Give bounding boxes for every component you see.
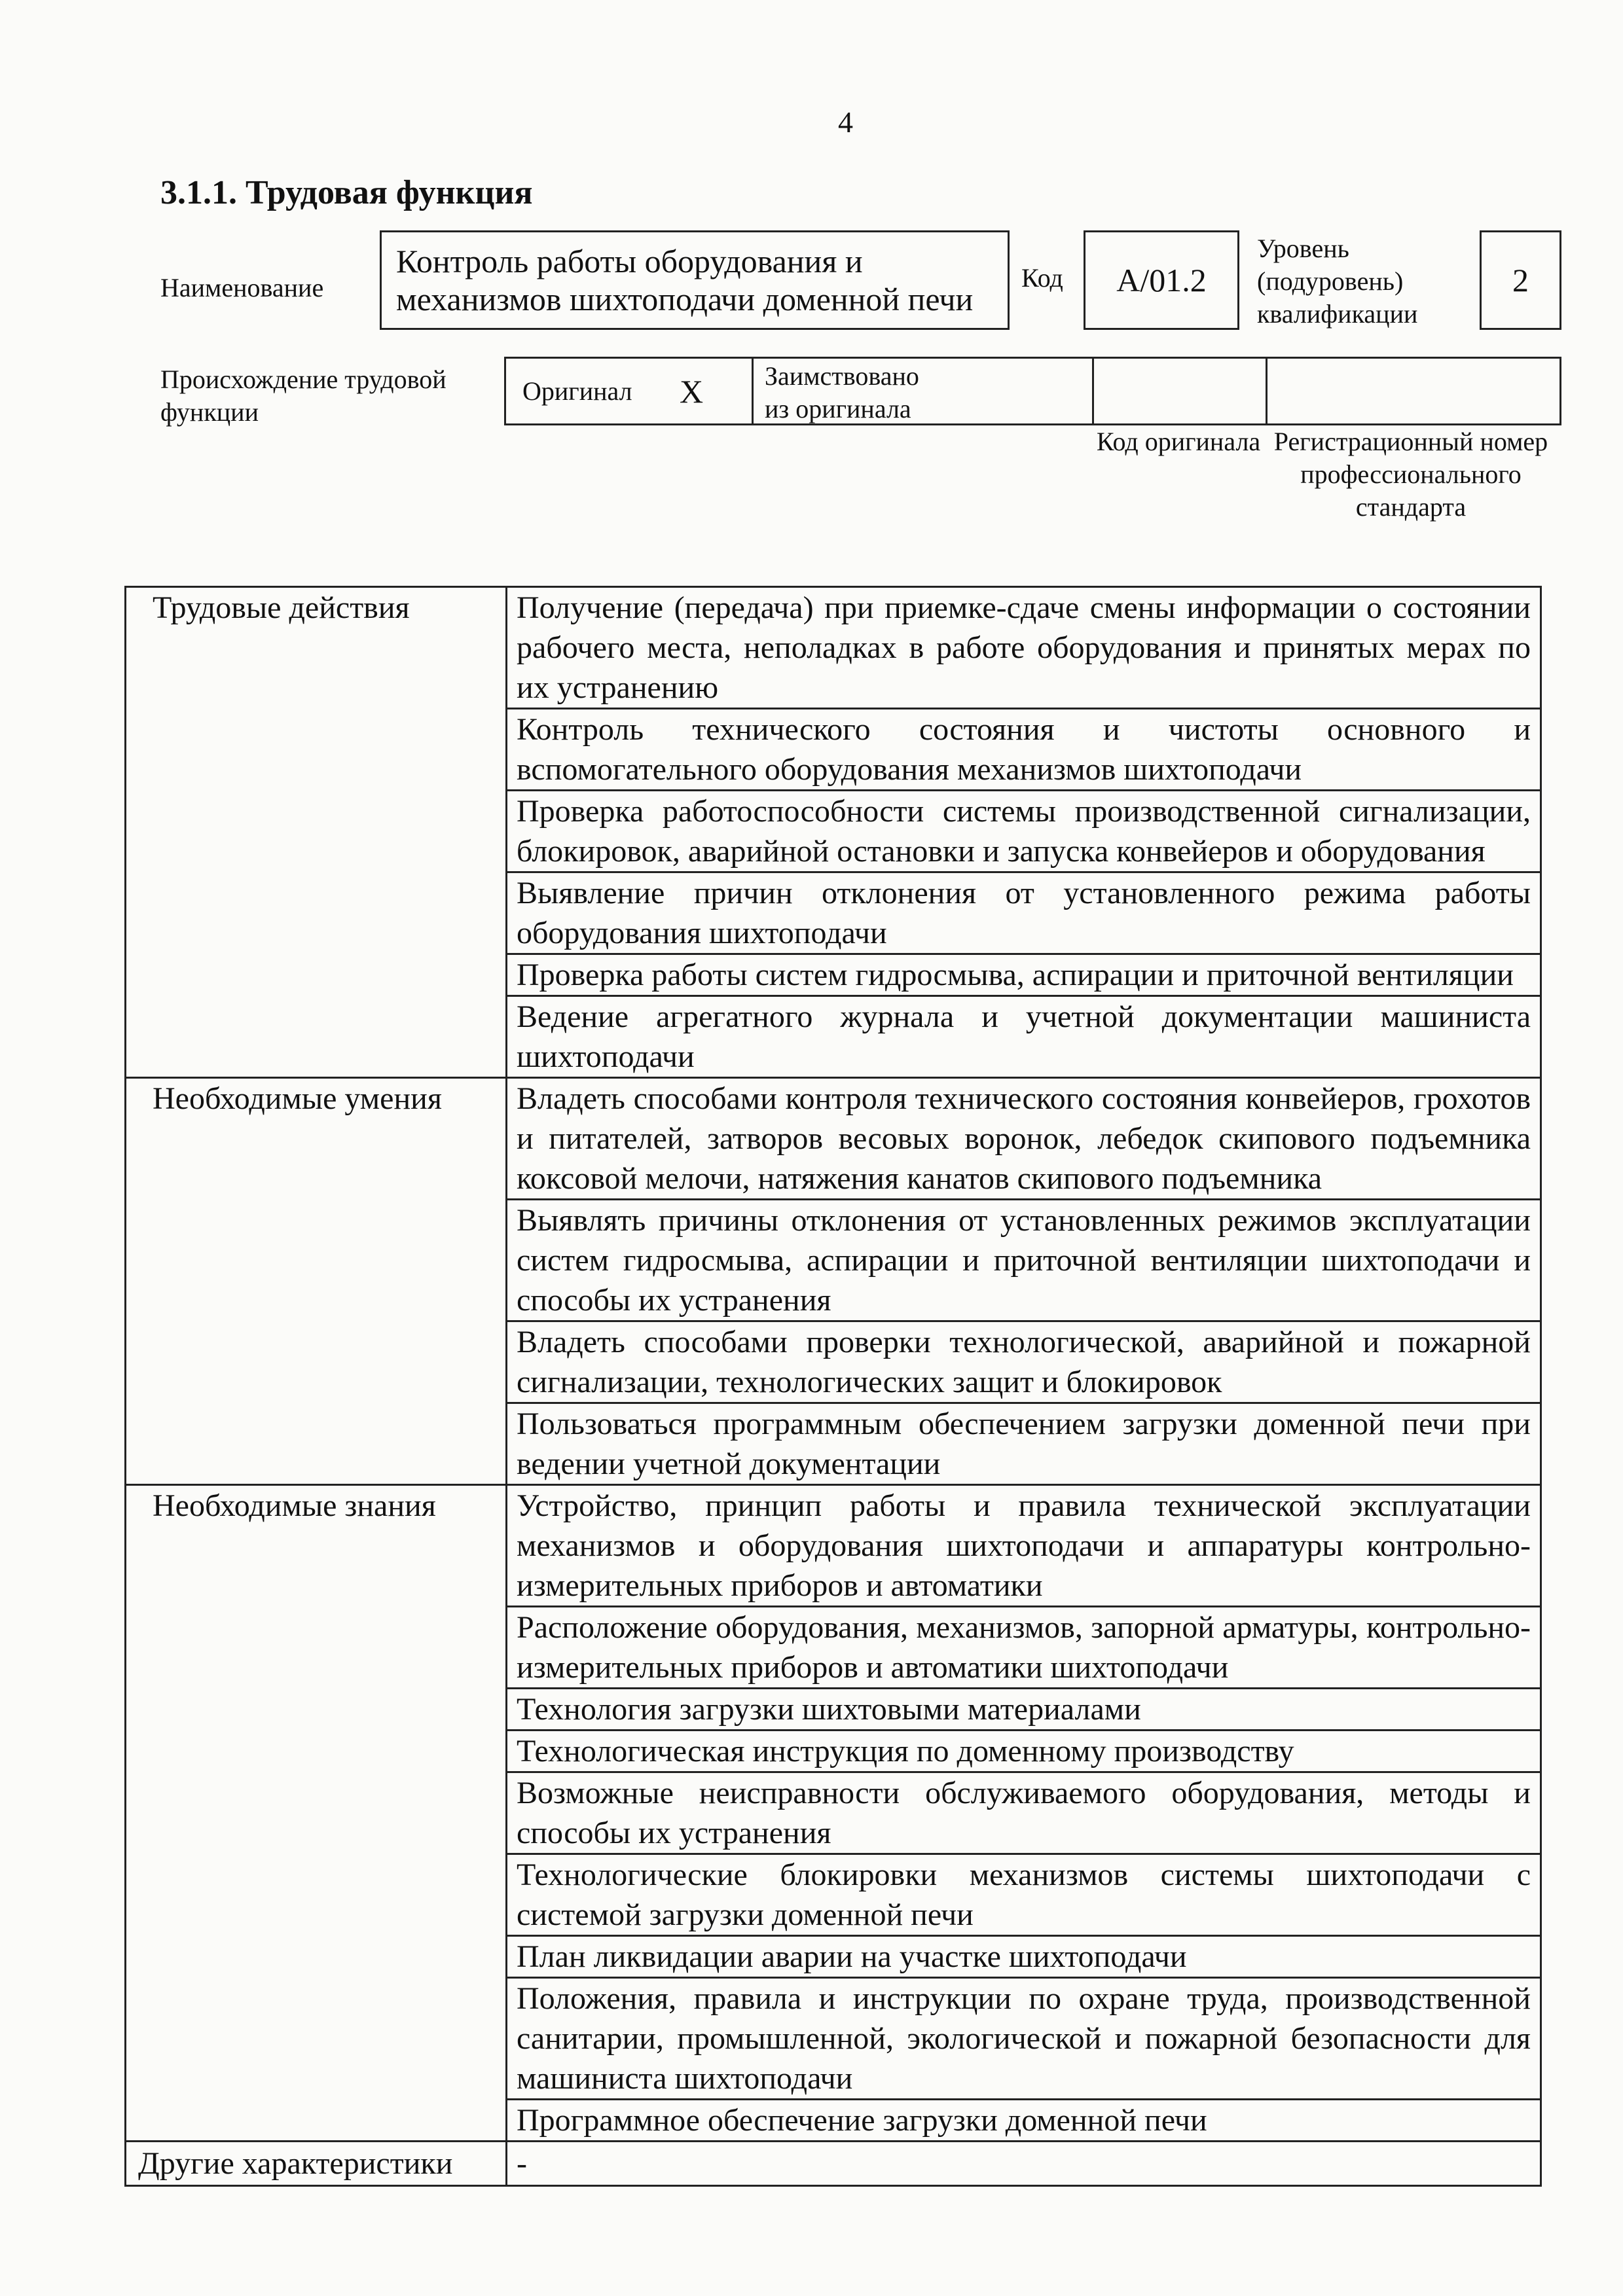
other-value: - xyxy=(507,2142,1541,2186)
original-mark: X xyxy=(680,373,704,410)
table-row xyxy=(126,1485,1541,1607)
reg-number-cell xyxy=(1267,359,1559,424)
original-label: Оригинал xyxy=(522,376,632,406)
table-cell: Программное обеспечение загрузки доменной печи xyxy=(507,2100,1541,2142)
table-cell: Технологическая инструкция по доменному производству xyxy=(507,1731,1541,1772)
table-cell: Проверка работы систем гидросмыва, аспирации и приточной вентиляции xyxy=(507,954,1541,996)
name-label: Наименование xyxy=(160,273,324,302)
code-label: Код xyxy=(1021,263,1063,293)
level-box xyxy=(1480,230,1561,330)
table-cell: Расположение оборудования, механизмов, запорной арматуры, контрольно-измерительных приборов и автоматики шихтоподачи xyxy=(507,1607,1541,1689)
table-cell: Выявлять причины отклонения от установленных режимов эксплуатации систем гидросмыва, аспирации и приточной вентиляции шихтоподачи и способы их устранения xyxy=(507,1200,1541,1321)
caption-reg-number: Регистрационный номер профессионального стандарта xyxy=(1273,427,1548,522)
table-cell: Ведение агрегатного журнала и учетной документации машиниста шихтоподачи xyxy=(507,996,1541,1078)
function-name-box xyxy=(380,230,1010,330)
level-label: Уровень (подуровень) квалификации xyxy=(1257,234,1418,329)
table-row xyxy=(126,1078,1541,1200)
level-value: 2 xyxy=(1512,262,1529,298)
table-cell: Владеть способами проверки технологической, аварийной и пожарной сигнализации, технологических защит и блокировок xyxy=(507,1321,1541,1403)
table-cell: Выявление причин отклонения от установленного режима работы оборудования шихтоподачи xyxy=(507,872,1541,954)
code-box xyxy=(1084,230,1239,330)
section-label: Необходимые знания xyxy=(126,1485,507,2142)
page-number: 4 xyxy=(838,105,853,139)
table-cell: Владеть способами контроля технического состояния конвейеров, грохотов и питателей, затворов весовых воронок, лебедок скипового подъемника коксовой мелочи, натяжения канатов скипового подъемника xyxy=(507,1078,1541,1200)
origin-label: Происхождение трудовой функции xyxy=(160,365,447,427)
table-cell: Технология загрузки шихтовыми материалами xyxy=(507,1689,1541,1731)
table-row xyxy=(126,587,1541,709)
code-original-cell xyxy=(1094,359,1266,424)
borrowed-label: Заимствовано из оригинала xyxy=(765,361,919,423)
table-row xyxy=(126,2142,1541,2186)
table-cell: Контроль технического состояния и чистоты основного и вспомогательного оборудования механизмов шихтоподачи xyxy=(507,709,1541,791)
origin-table xyxy=(504,357,1561,425)
table-cell: Возможные неисправности обслуживаемого оборудования, методы и способы их устранения xyxy=(507,1772,1541,1854)
code-value: А/01.2 xyxy=(1116,262,1207,298)
function-name-value: Контроль работы оборудования и механизмов шихтоподачи доменной печи xyxy=(396,243,974,317)
caption-code-original: Код оригинала xyxy=(1096,427,1261,456)
other-label: Другие характеристики xyxy=(126,2142,507,2186)
table-cell: Получение (передача) при приемке-сдаче смены информации о состоянии рабочего места, неполадках в работе оборудования и принятых мерах по их устранению xyxy=(507,587,1541,709)
table-cell: Технологические блокировки механизмов системы шихтоподачи с системой загрузки доменной печи xyxy=(507,1854,1541,1936)
table-cell: Устройство, принцип работы и правила технической эксплуатации механизмов и оборудования шихтоподачи и аппаратуры контрольно-измерительных приборов и автоматики xyxy=(507,1485,1541,1607)
table-cell: План ликвидации аварии на участке шихтоподачи xyxy=(507,1936,1541,1978)
section-label: Трудовые действия xyxy=(126,587,507,1078)
competency-table xyxy=(124,586,1542,2187)
section-heading: 3.1.1. Трудовая функция xyxy=(160,174,533,211)
table-cell: Пользоваться программным обеспечением загрузки доменной печи при ведении учетной документации xyxy=(507,1403,1541,1485)
table-cell: Проверка работоспособности системы производственной сигнализации, блокировок, аварийной остановки и запуска конвейеров и оборудования xyxy=(507,791,1541,872)
table-cell: Положения, правила и инструкции по охране труда, производственной санитарии, промышленной, экологической и пожарной безопасности для машиниста шихтоподачи xyxy=(507,1978,1541,2100)
origin-divider xyxy=(752,359,754,424)
section-label: Необходимые умения xyxy=(126,1078,507,1485)
